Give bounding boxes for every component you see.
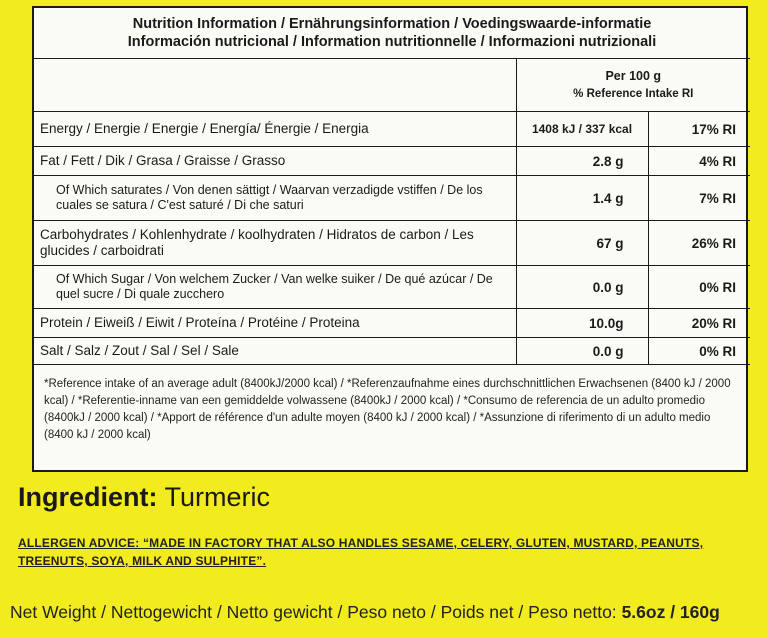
net-weight-line bbox=[10, 602, 750, 623]
saturates-label: Of Which saturates / Von denen sättigt / Waarvan verzadigde vstiffen / De los cuales se satura / C'est saturé / Di che saturi bbox=[34, 176, 516, 221]
table-row bbox=[34, 147, 750, 176]
reference-intake-label: % Reference Intake RI bbox=[573, 88, 694, 100]
saturates-value: 1.4 g bbox=[516, 176, 648, 221]
table-row bbox=[34, 176, 750, 221]
saturates-ri: 7% RI bbox=[648, 176, 750, 221]
salt-value: 0.0 g bbox=[516, 338, 648, 365]
table-row bbox=[34, 338, 750, 365]
table-row bbox=[34, 309, 750, 338]
nutrition-title-row bbox=[34, 8, 750, 59]
per-100g-header bbox=[516, 59, 750, 112]
carbohydrates-label: Carbohydrates / Kohlenhydrate / koolhydraten / Hidratos de carbon / Les glucides / carboidrati bbox=[34, 221, 516, 266]
nutrition-title-line2: Información nutricional / Information nutritionnelle / Informazioni nutrizionali bbox=[127, 34, 657, 50]
per-100g-label: Per 100 g bbox=[605, 69, 662, 83]
ingredient-label: Ingredient: bbox=[18, 482, 158, 512]
protein-ri: 20% RI bbox=[648, 309, 750, 338]
energy-ri: 17% RI bbox=[648, 112, 750, 147]
allergen-advice: ALLERGEN ADVICE: “MADE IN FACTORY THAT ALSO HANDLES SESAME, CELERY, GLUTEN, MUSTARD, PEANUTS, TREENUTS, SOYA, MILK AND SULPHITE”. bbox=[18, 536, 704, 568]
net-weight-value: 5.6oz / 160g bbox=[621, 602, 720, 622]
salt-ri: 0% RI bbox=[648, 338, 750, 365]
carbohydrates-value: 67 g bbox=[516, 221, 648, 266]
fat-value: 2.8 g bbox=[516, 147, 648, 176]
energy-value: 1408 kJ / 337 kcal bbox=[516, 112, 648, 147]
ingredient-line bbox=[18, 482, 270, 513]
fat-ri: 4% RI bbox=[648, 147, 750, 176]
nutrition-table bbox=[34, 8, 750, 365]
protein-label: Protein / Eiweiß / Eiwit / Proteína / Protéine / Proteina bbox=[34, 309, 516, 338]
sugar-value: 0.0 g bbox=[516, 266, 648, 309]
nutrition-header-row bbox=[34, 59, 750, 112]
protein-value: 10.0g bbox=[516, 309, 648, 338]
carbohydrates-ri: 26% RI bbox=[648, 221, 750, 266]
ingredient-value: Turmeric bbox=[164, 482, 271, 512]
nutrition-title bbox=[34, 8, 750, 59]
energy-label: Energy / Energie / Energie / Energía/ Énergie / Energia bbox=[34, 112, 516, 147]
fat-label: Fat / Fett / Dik / Grasa / Graisse / Grasso bbox=[34, 147, 516, 176]
nutrition-title-line1: Nutrition Information / Ernährungsinformation / Voedingswaarde-informatie bbox=[132, 16, 652, 32]
header-blank-cell bbox=[34, 59, 516, 112]
reference-intake-footnote: *Reference intake of an average adult (8400kJ/2000 kcal) / *Referenzaufnahme eines durchschnittlichen Erwachsenen (8400 kJ / 2000 kcal) / *Referentie-inname van een gemiddelde volwassene (8400kJ / 2000 kcal) / *Consumo de referencia de un adulto promedio (8400kJ / 2000 kcal) / *Apport de référence d'un adulte moyen (8400 kJ / 2000 kcal) / *Assunzione di riferimento di un adulto medio (8400 kJ / 2000 kcal) bbox=[44, 378, 731, 441]
table-row bbox=[34, 112, 750, 147]
nutrition-panel bbox=[32, 6, 748, 472]
sugar-ri: 0% RI bbox=[648, 266, 750, 309]
table-row bbox=[34, 266, 750, 309]
net-weight-label: Net Weight / Nettogewicht / Netto gewicht / Peso neto / Poids net / Peso netto: bbox=[10, 602, 617, 622]
sugar-label: Of Which Sugar / Von welchem Zucker / Van welke suiker / De qué azúcar / De quel sucre / Di quale zucchero bbox=[34, 266, 516, 309]
salt-label: Salt / Salz / Zout / Sal / Sel / Sale bbox=[34, 338, 516, 365]
table-row bbox=[34, 221, 750, 266]
